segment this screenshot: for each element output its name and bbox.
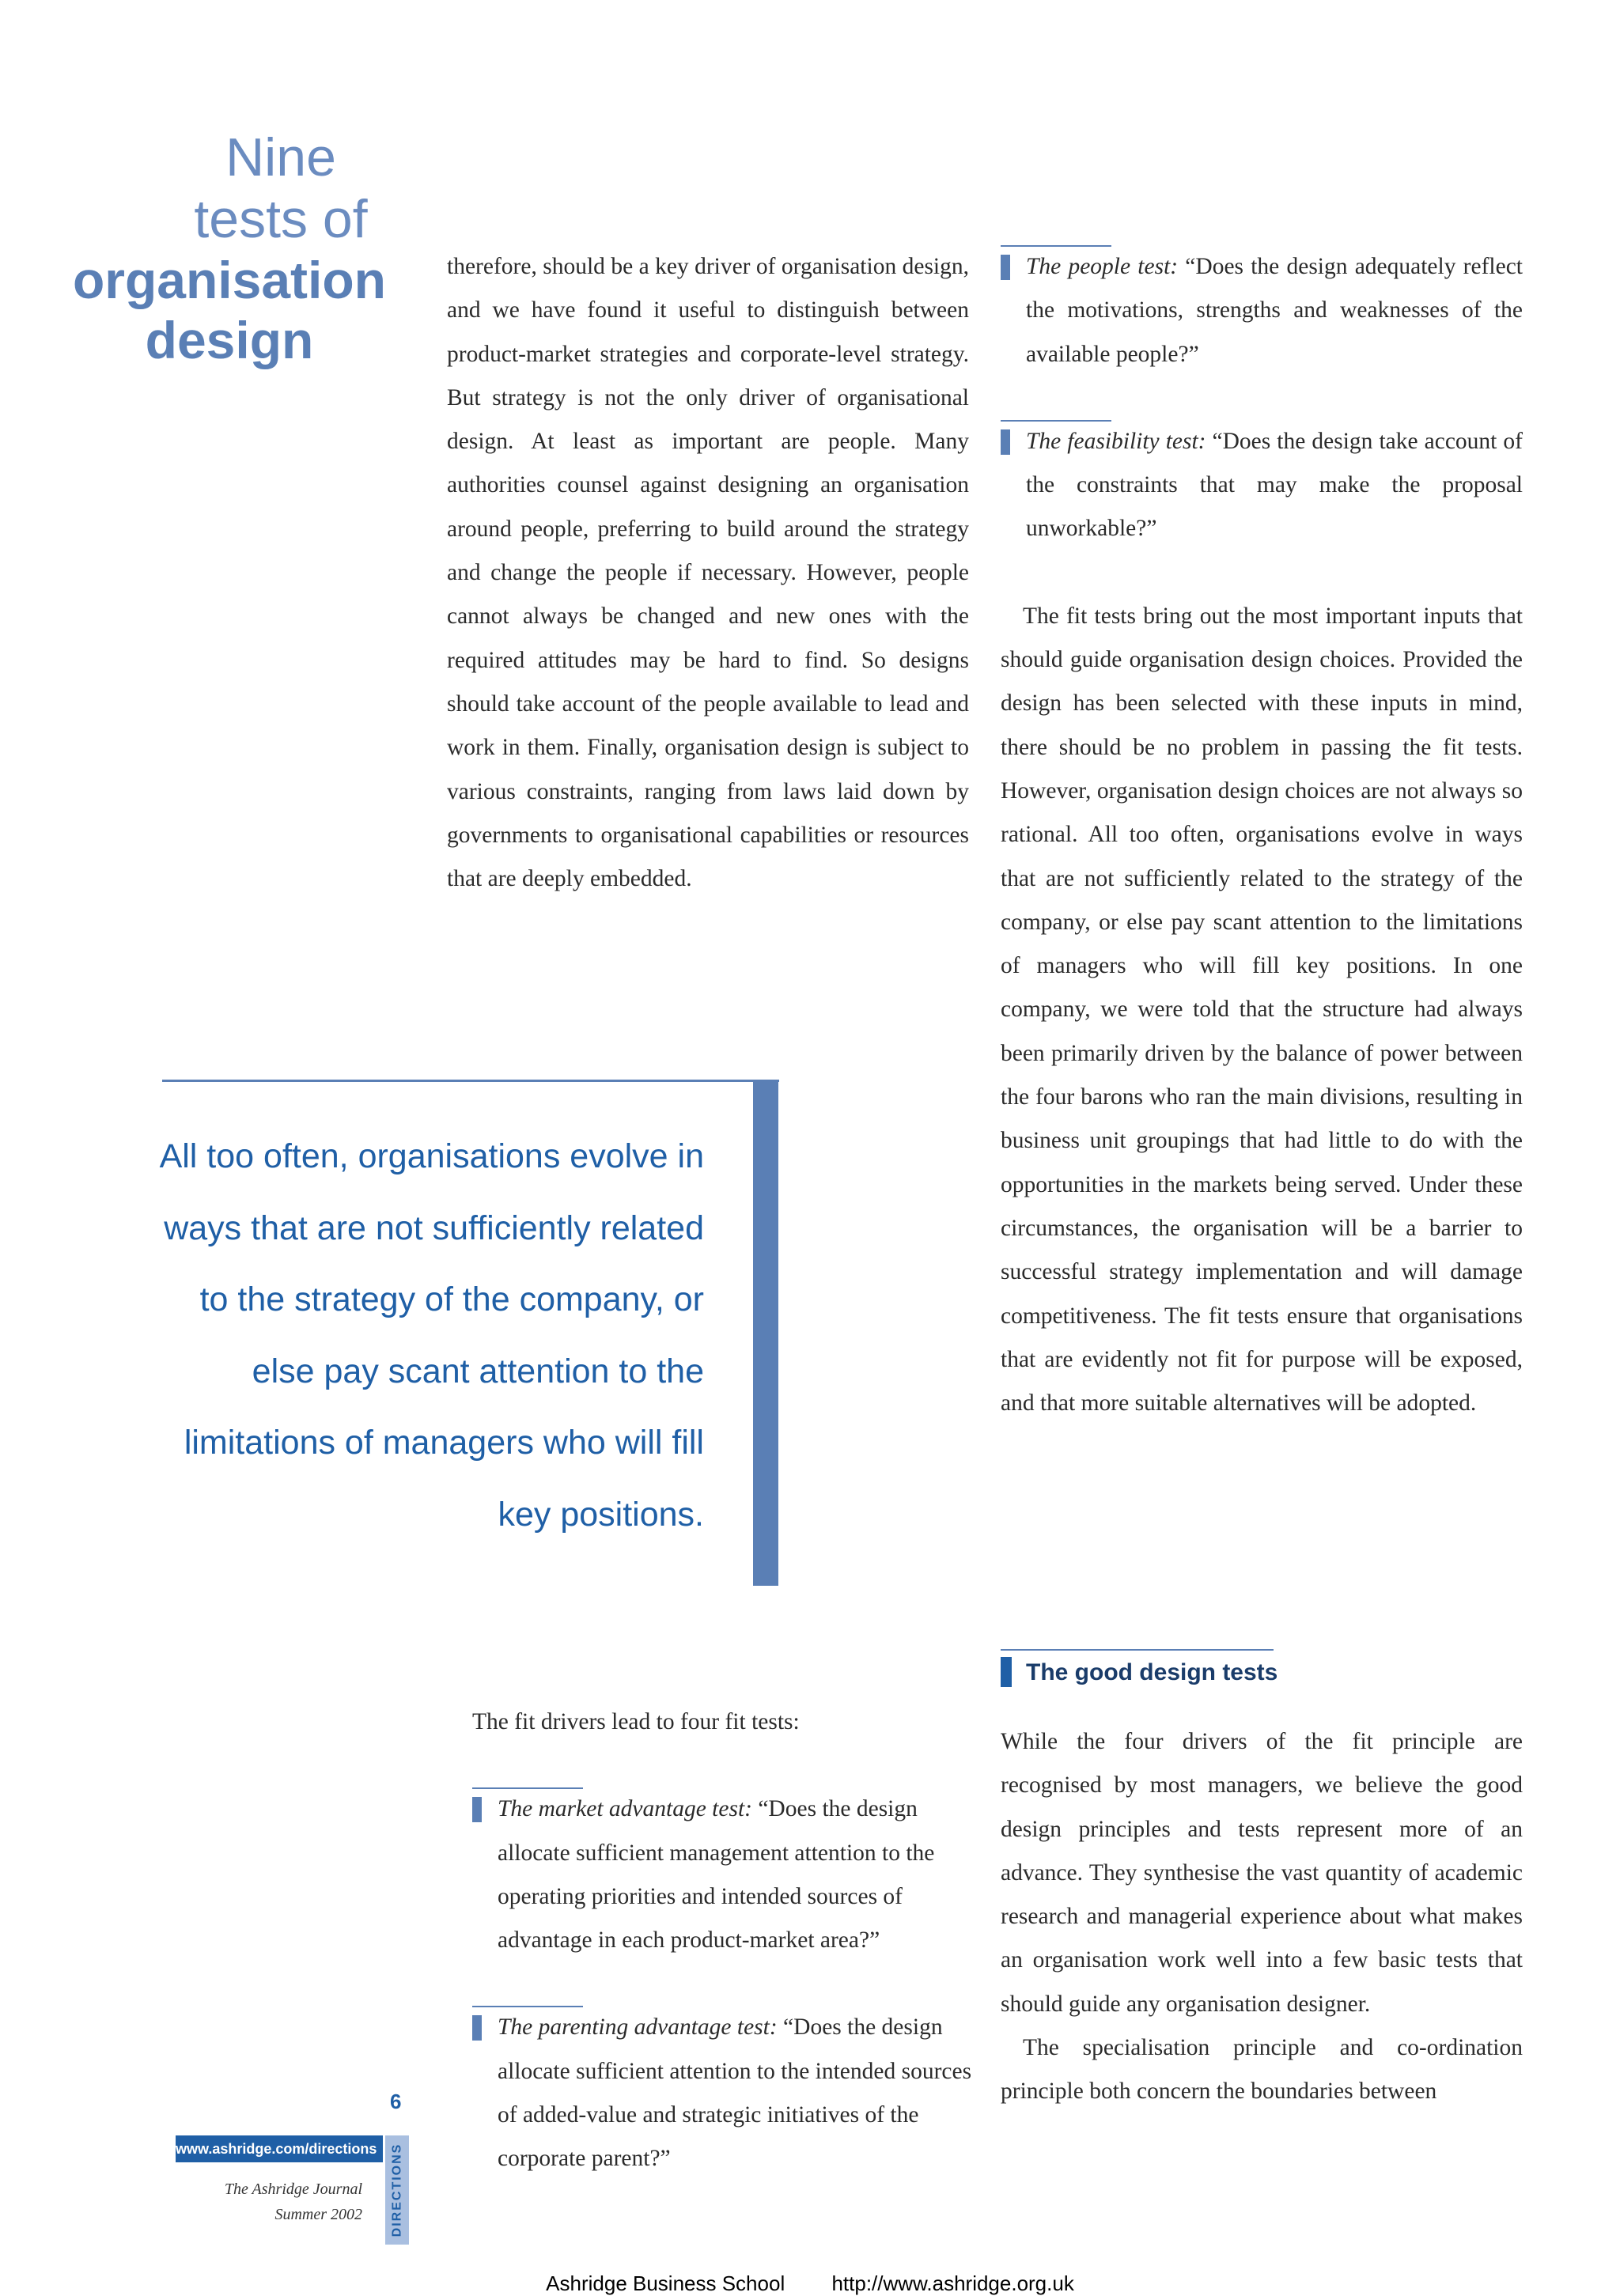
heading-marker — [1001, 1657, 1012, 1687]
journal-issue: Summer 2002 — [274, 2206, 362, 2223]
footer — [0, 2271, 1620, 2296]
pull-quote — [159, 1080, 779, 1586]
test-marker — [472, 1797, 482, 1822]
left-column-text: therefore, should be a key driver of organisation design, and we have found it useful to distinguish between product-market strategies and corporate-level strategy. But strategy is not the only driver of organisational design. At least as important are people. Many authorities counsel against designing an organisation around people, preferring to build around the strategy and change the people if necessary. However, people cannot always be changed and new ones with the required attitudes may be hard to find. So designs should take account of the people available to lead and work in them. Finally, organisation design is subject to various constraints, ranging from laws laid down by governments to organisational capabilities or resources that are deeply embedded. — [447, 254, 969, 892]
good-design-paragraph-1: While the four drivers of the fit principle are recognised by most managers, we believe the good design principles and tests represent more of an advance. They synthesise the vast quantity of academic research and managerial experience about what makes an organisation work well into a few basic tests that should guide any organisation designer. — [1001, 1729, 1523, 2017]
market-advantage-test — [472, 1787, 978, 1962]
test-rule — [472, 2006, 583, 2007]
test-text: “Does the design allocate sufficient attention to the intended sources of added-value and strategic initiatives of the corporate parent?” — [498, 2014, 972, 2172]
section-heading — [1001, 1649, 1523, 1696]
people-test — [1001, 245, 1523, 376]
journal-name: The Ashridge Journal — [224, 2181, 362, 2198]
heading-rule — [1001, 1649, 1274, 1651]
fit-tests-intro: The fit drivers lead to four fit tests: — [472, 1709, 800, 1734]
test-rule — [472, 1787, 583, 1789]
pull-quote-rule — [162, 1080, 779, 1082]
journal-info — [176, 2177, 362, 2227]
test-label: The market advantage test: — [498, 1796, 752, 1822]
test-marker — [472, 2015, 482, 2041]
page-title — [63, 127, 396, 370]
pull-quote-text: All too often, organisations evolve in ways that are not sufficiently related to the strategy of the company, or else pay scant attention to the limitations of managers who will fill key positions. — [159, 1137, 704, 1534]
test-rule — [1001, 420, 1111, 422]
fit-tests-section — [472, 1700, 978, 2181]
footer-url[interactable]: http://www.ashridge.org.uk — [831, 2271, 1074, 2295]
test-rule — [1001, 245, 1111, 247]
page-number: 6 — [390, 2090, 402, 2113]
good-design-section — [1001, 1649, 1523, 2114]
test-marker — [1001, 429, 1010, 455]
test-label: The feasibility test: — [1026, 428, 1206, 454]
right-column — [1001, 245, 1523, 1425]
section-label-text: DIRECTIONS — [390, 2143, 404, 2237]
pull-quote-bar — [753, 1080, 778, 1586]
section-label — [385, 2135, 409, 2245]
test-label: The people test: — [1026, 254, 1179, 279]
test-marker — [1001, 255, 1010, 280]
parenting-advantage-test — [472, 2006, 978, 2181]
website-link[interactable]: www.ashridge.com/directions — [176, 2135, 383, 2162]
section-heading-text: The good design tests — [1026, 1659, 1278, 1685]
footer-school: Ashridge Business School — [546, 2271, 785, 2295]
test-text: “Does the design take account of the constraints that may make the proposal unworkable?” — [1026, 428, 1523, 542]
right-paragraph: The fit tests bring out the most important inputs that should guide organisation design choices. Provided the design has been selected with these inputs in mind, there should be no problem in passing the fit tests. However, organisation design choices are not always so rational. All too often, organisations evolve in ways that are not sufficiently related to the strategy of the company, or else pay scant attention to the limitations of managers who will fill key positions. In one company, we were told that the structure had always been primarily driven by the balance of power between the four barons who ran the main divisions, resulting in business unit groupings that had little to do with the opportunities in the markets being served. Under these circumstances, the organisation will be a barrier to successful strategy implementation and will damage competitiveness. The fit tests ensure that organisations that are evidently not fit for purpose will be exposed, and that more suitable alternatives will be adopted. — [1001, 603, 1523, 1417]
title-line-2: organisation — [72, 251, 387, 309]
title-line-3: design — [145, 311, 314, 369]
test-label: The parenting advantage test: — [498, 2014, 778, 2041]
test-text: “Does the design allocate sufficient management attention to the operating priorities and intended sources of advantage in each product-market area?” — [498, 1796, 935, 1954]
test-text: “Does the design adequately reflect the motivations, strengths and weaknesses of the available people?” — [1026, 254, 1523, 367]
title-line-1: Nine tests of — [194, 127, 368, 249]
good-design-paragraph-2: The specialisation principle and co-ordination principle both concern the boundaries between — [1001, 2035, 1523, 2105]
feasibility-test — [1001, 420, 1523, 551]
